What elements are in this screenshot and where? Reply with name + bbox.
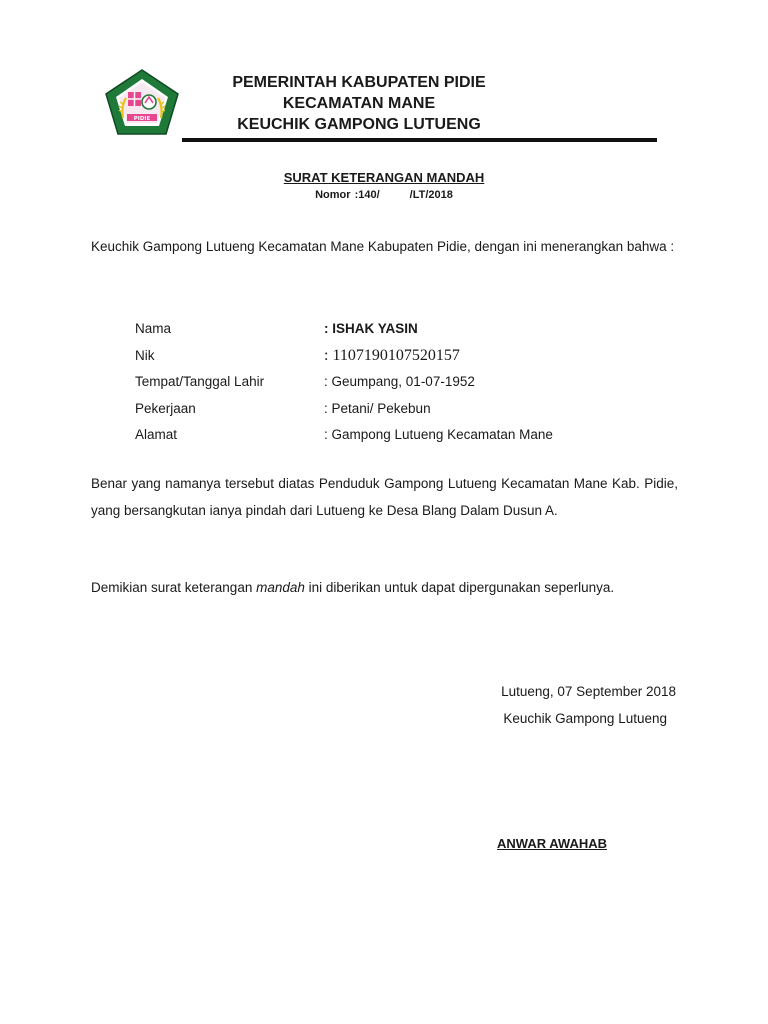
identity-value: : ISHAK YASIN	[324, 321, 418, 336]
identity-label: Tempat/Tanggal Lahir	[135, 374, 265, 389]
document-number-prefix: Nomor :140/	[315, 189, 380, 201]
identity-label: Nama	[135, 321, 172, 336]
letterhead-line-3: KEUCHIK GAMPONG LUTUENG	[237, 116, 481, 133]
identity-value: : 1107190107520157	[324, 346, 460, 364]
signature-position: Keuchik Gampong Lutueng	[503, 711, 667, 726]
document-number	[0, 189, 768, 201]
identity-label: Nik	[135, 347, 155, 363]
identity-value: : Petani/ Pekebun	[324, 400, 431, 416]
logo-label: PIDIE	[133, 116, 151, 122]
intro-paragraph: Keuchik Gampong Lutueng Kecamatan Mane Kabupaten Pidie, dengan ini menerangkan bahwa :	[91, 239, 675, 254]
letterhead-line-1: PEMERINTAH KABUPATEN PIDIE	[232, 74, 486, 91]
signatory-name: ANWAR AWAHAB	[497, 836, 608, 851]
identity-label: Pekerjaan	[135, 400, 196, 416]
statement-paragraph: Benar yang namanya tersebut diatas Penduduk Gampong Lutueng Kecamatan Mane Kab. Pidie, yang bersangkutan ianya pindah dari Lutueng ke Desa Blang Dalam Dusun A.	[91, 476, 678, 518]
letterhead	[182, 72, 536, 135]
identity-label: Alamat	[135, 427, 178, 442]
closing-text-start: Demikian surat keterangan	[91, 580, 257, 595]
identity-value: : Gampong Lutueng Kecamatan Mane	[324, 427, 553, 442]
letterhead-line-2: KECAMATAN MANE	[282, 95, 436, 112]
closing-paragraph	[91, 575, 678, 602]
closing-text-end: ini diberikan untuk dapat dipergunakan seperlunya.	[304, 580, 615, 595]
identity-value: : Geumpang, 01-07-1952	[324, 374, 475, 389]
document-number-suffix: /LT/2018	[409, 189, 453, 201]
regency-logo-icon	[104, 68, 180, 136]
closing-italic-word: mandah	[256, 580, 305, 595]
document-title: SURAT KETERANGAN MANDAH	[283, 170, 485, 185]
letterhead-divider	[182, 138, 657, 142]
signature-place-date: Lutueng, 07 September 2018	[501, 684, 676, 699]
